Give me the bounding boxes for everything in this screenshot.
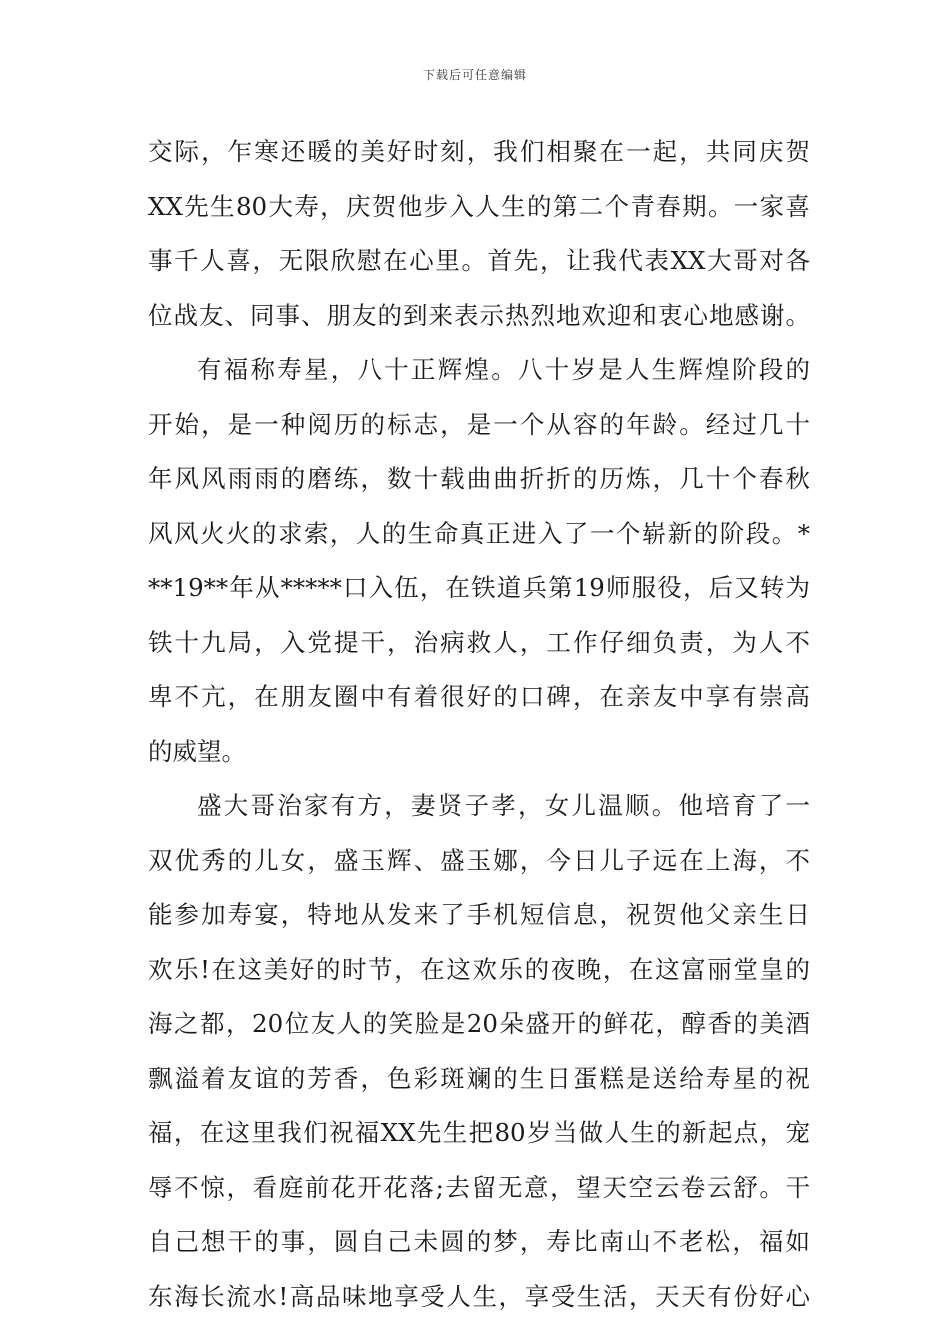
text-line: 开始，是一种阅历的标志，是一个从容的年龄。经过几十 [148, 409, 810, 439]
text-line: 东海长流水!高品味地享受人生，享受生活，天天有份好心 [148, 1281, 810, 1311]
text-line: 有福称寿星，八十正辉煌。八十岁是人生辉煌阶段的 [197, 355, 810, 384]
text-line: 福，在这里我们祝福XX先生把80岁当做人生的新起点，宠 [148, 1118, 810, 1147]
text-line: 铁十九局，入党提干，治病救人，工作仔细负责，为人不 [148, 627, 810, 657]
text-line: 能参加寿宴，特地从发来了手机短信息，祝贺他父亲生日 [148, 900, 810, 929]
text-line: 双优秀的儿女，盛玉辉、盛玉娜，今日儿子远在上海，不 [148, 845, 810, 875]
text-line: 事千人喜，无限欣慰在心里。首先，让我代表XX大哥对各 [148, 246, 810, 275]
document-body [148, 125, 810, 1324]
text-line: 位战友、同事、朋友的到来表示热烈地欢迎和衷心地感谢。 [148, 300, 810, 330]
text-line: 飘溢着友谊的芳香，色彩斑斓的生日蛋糕是送给寿星的祝 [148, 1063, 810, 1093]
text-line: **19**年从*****口入伍，在铁道兵第19师服役，后又转为 [148, 573, 810, 602]
text-line: 盛大哥治家有方，妻贤子孝，女儿温顺。他培育了一 [197, 791, 810, 820]
text-line: 海之都，20位友人的笑脸是20朵盛开的鲜花，醇香的美酒 [148, 1009, 810, 1038]
text-line: 欢乐!在这美好的时节，在这欢乐的夜晚，在这富丽堂皇的 [148, 954, 810, 984]
text-line: 风风火火的求索，人的生命真正进入了一个崭新的阶段。* [148, 518, 810, 548]
page-header-note: 下载后可任意编辑 [422, 68, 527, 82]
text-line: 辱不惊，看庭前花开花落;去留无意，望天空云卷云舒。干 [148, 1172, 810, 1202]
text-line: 交际，乍寒还暖的美好时刻，我们相聚在一起，共同庆贺 [148, 137, 810, 166]
text-line: 自己想干的事，圆自己未圆的梦，寿比南山不老松，福如 [148, 1227, 810, 1256]
text-line: 卑不亢，在朋友圈中有着很好的口碑，在亲友中享有崇高 [148, 682, 810, 711]
text-line: 的威望。 [148, 736, 246, 766]
text-line: XX先生80大寿，庆贺他步入人生的第二个青春期。一家喜 [148, 191, 810, 221]
text-line: 年风风雨雨的磨练，数十载曲曲折折的历炼，几十个春秋 [148, 464, 810, 493]
